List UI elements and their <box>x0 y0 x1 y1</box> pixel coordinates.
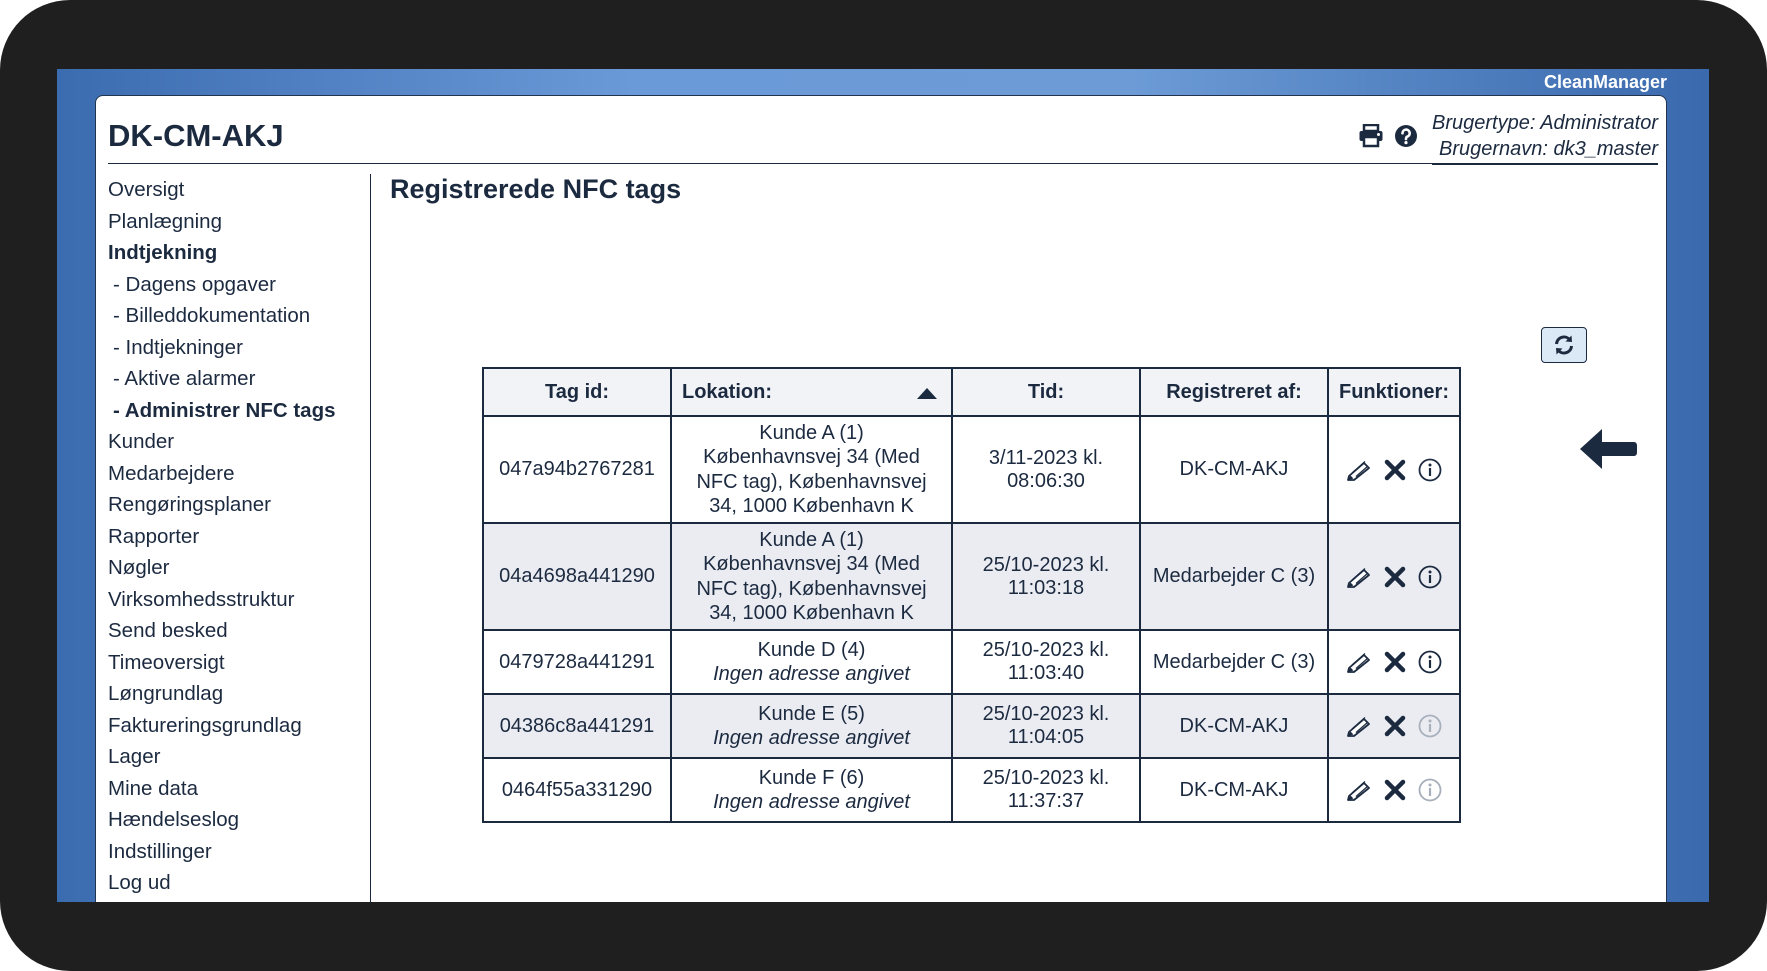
cell-funktioner <box>1328 523 1460 630</box>
time-date: 25/10-2023 kl. <box>982 639 1110 661</box>
nav-item-administrer-nfc-tags[interactable]: - Administrer NFC tags <box>113 398 336 422</box>
page-title: Registrerede NFC tags <box>390 174 682 204</box>
cell-tag-id: 04386c8a441291 <box>483 694 671 758</box>
nav-item-medarbejdere[interactable]: Medarbejdere <box>108 461 235 485</box>
nav-item-log-ud[interactable]: Log ud <box>108 871 171 894</box>
pencil-icon[interactable] <box>1346 566 1372 588</box>
content-area <box>390 174 1658 902</box>
nav-item-rengoringsplaner[interactable]: Rengøringsplaner <box>108 493 271 516</box>
nav-item-billeddokumentation[interactable]: - Billeddokumentation <box>113 304 311 327</box>
cell-lokation <box>671 523 952 630</box>
cell-registreret-af: Medarbejder C (3) <box>1140 523 1328 630</box>
nav-item-faktureringsgrundlag[interactable]: Faktureringsgrundlag <box>108 713 302 737</box>
time-clock: 11:03:40 <box>1007 662 1085 684</box>
nav-item-dagens-opgaver[interactable]: - Dagens opgaver <box>113 272 276 296</box>
site-title: DK-CM-AKJ <box>108 118 284 153</box>
location-address: Københavnsvej 34 (Med NFC tag), Københavnsvej 34, 1000 København K <box>696 553 927 624</box>
refresh-icon <box>1552 333 1576 357</box>
table-row <box>483 523 1460 630</box>
time-date: 25/10-2023 kl. <box>982 767 1110 789</box>
info-icon-disabled <box>1418 778 1442 802</box>
cell-tag-id: 0479728a441291 <box>483 630 671 694</box>
location-customer: Kunde A (1) <box>759 528 864 551</box>
info-icon[interactable] <box>1418 565 1442 589</box>
nav-item-aktive-alarmer[interactable]: - Aktive alarmer <box>113 367 256 390</box>
time-clock: 11:03:18 <box>1007 576 1085 599</box>
header-tag-id[interactable]: Tag id: <box>483 368 671 416</box>
user-type: Brugertype: Administrator <box>1431 112 1658 134</box>
header-lokation-label: Lokation: <box>682 380 772 403</box>
cell-tag-id: 0464f55a331290 <box>483 758 671 822</box>
cell-lokation <box>671 630 952 694</box>
header-icons <box>1358 124 1418 148</box>
nav-item-longrundlag[interactable]: Løngrundlag <box>108 682 224 705</box>
pencil-icon[interactable] <box>1346 779 1372 801</box>
cell-registreret-af: DK-CM-AKJ <box>1140 758 1328 822</box>
time-date: 3/11-2023 kl. <box>988 446 1104 469</box>
cell-registreret-af: DK-CM-AKJ <box>1140 416 1328 523</box>
time-date: 25/10-2023 kl. <box>982 553 1110 576</box>
printer-icon[interactable] <box>1358 124 1384 148</box>
header-registreret-af[interactable]: Registreret af: <box>1140 368 1328 416</box>
pencil-icon[interactable] <box>1346 459 1372 481</box>
arrow-left-icon <box>1578 424 1638 474</box>
nav-item-mine-data[interactable]: Mine data <box>108 776 199 800</box>
cell-lokation <box>671 416 952 523</box>
cell-lokation <box>671 758 952 822</box>
nav-item-haendelseslog[interactable]: Hændelseslog <box>108 808 240 831</box>
cell-tid <box>952 630 1140 694</box>
header-divider <box>108 163 1658 164</box>
pencil-icon[interactable] <box>1346 651 1372 673</box>
cell-registreret-af: DK-CM-AKJ <box>1140 694 1328 758</box>
location-customer: Kunde A (1) <box>759 421 864 444</box>
header-right <box>1358 110 1658 158</box>
sidebar-nav <box>108 174 371 902</box>
nav-item-rapporter[interactable]: Rapporter <box>108 524 200 548</box>
user-name: Brugernavn: dk3_master <box>1438 138 1658 160</box>
close-icon[interactable] <box>1384 566 1406 588</box>
cell-funktioner <box>1328 416 1460 523</box>
nfc-tags-table <box>482 367 1461 823</box>
nav-item-nogler[interactable]: Nøgler <box>108 556 170 579</box>
close-icon[interactable] <box>1384 459 1406 481</box>
nav-item-indtjekninger[interactable]: - Indtjekninger <box>113 335 243 359</box>
nav-item-send-besked[interactable]: Send besked <box>108 619 228 642</box>
location-customer: Kunde F (6) <box>758 766 865 789</box>
nav-item-indstillinger[interactable]: Indstillinger <box>108 839 212 863</box>
nav-item-virksomhedsstruktur[interactable]: Virksomhedsstruktur <box>108 587 295 611</box>
pencil-icon[interactable] <box>1346 715 1372 737</box>
cell-tid <box>952 523 1140 630</box>
nav-item-kunder[interactable]: Kunder <box>108 430 175 453</box>
cell-registreret-af: Medarbejder C (3) <box>1140 630 1328 694</box>
header-funktioner: Funktioner: <box>1328 368 1460 416</box>
nav-item-planlaegning[interactable]: Planlægning <box>108 209 222 233</box>
help-icon[interactable] <box>1394 124 1418 148</box>
sort-ascending-icon <box>917 388 937 399</box>
nav-item-lager[interactable]: Lager <box>108 745 161 768</box>
table-row <box>483 416 1460 523</box>
cell-tid <box>952 694 1140 758</box>
nav-item-indtjekning[interactable]: Indtjekning <box>108 241 218 264</box>
header-tid[interactable]: Tid: <box>952 368 1140 416</box>
browser-screen <box>57 69 1709 902</box>
location-address: Ingen adresse angivet <box>713 791 910 813</box>
cell-lokation <box>671 694 952 758</box>
refresh-button[interactable] <box>1541 327 1587 363</box>
cell-funktioner <box>1328 758 1460 822</box>
time-clock: 08:06:30 <box>1007 469 1085 492</box>
info-icon[interactable] <box>1418 650 1442 674</box>
location-customer: Kunde E (5) <box>758 702 865 725</box>
time-date: 25/10-2023 kl. <box>982 703 1110 725</box>
nav-item-oversigt[interactable]: Oversigt <box>108 178 185 201</box>
close-icon[interactable] <box>1384 779 1406 801</box>
cell-funktioner <box>1328 630 1460 694</box>
time-clock: 11:37:37 <box>1007 790 1085 812</box>
brand-label: CleanManager <box>1543 72 1667 92</box>
table-row <box>483 758 1460 822</box>
main-panel <box>95 95 1667 902</box>
cell-funktioner <box>1328 694 1460 758</box>
header-lokation[interactable] <box>671 368 952 416</box>
close-icon[interactable] <box>1384 651 1406 673</box>
location-address: Københavnsvej 34 (Med NFC tag), Københavnsvej 34, 1000 København K <box>696 446 927 517</box>
location-address: Ingen adresse angivet <box>713 663 910 685</box>
close-icon[interactable] <box>1384 715 1406 737</box>
time-clock: 11:04:05 <box>1007 726 1085 748</box>
cell-tag-id: 047a94b2767281 <box>483 416 671 523</box>
info-icon[interactable] <box>1418 458 1442 482</box>
location-customer: Kunde D (4) <box>757 638 866 661</box>
table-row <box>483 694 1460 758</box>
location-address: Ingen adresse angivet <box>713 727 910 749</box>
nav-item-timeoversigt[interactable]: Timeoversigt <box>108 650 225 674</box>
cell-tid <box>952 416 1140 523</box>
cell-tag-id: 04a4698a441290 <box>483 523 671 630</box>
table-row <box>483 630 1460 694</box>
cell-tid <box>952 758 1140 822</box>
user-info <box>1432 110 1658 165</box>
info-icon-disabled <box>1418 714 1442 738</box>
